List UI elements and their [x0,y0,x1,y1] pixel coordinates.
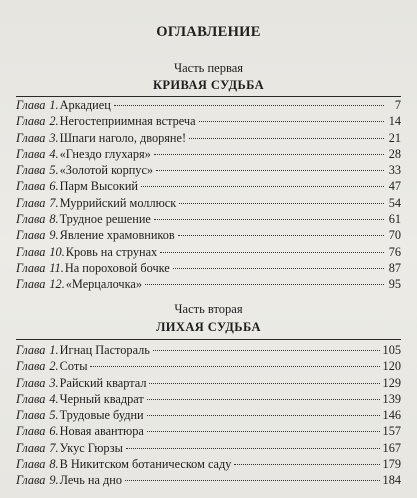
chapter-label: Глава [16,277,46,292]
chapter-title: В Никитском ботаническом саду [59,457,232,472]
chapter-title: Укус Гюрзы [59,440,123,455]
dot-leader [189,138,384,139]
chapter-title: Кровь на струнах [65,244,158,259]
dot-leader [179,203,384,204]
chapter-title: Шпаги наголо, дворяне! [59,130,187,145]
dot-leader [154,219,384,220]
toc-entry [16,97,401,113]
page-number: 54 [388,195,401,210]
page-number: 33 [388,163,401,178]
page-number: 184 [382,473,401,488]
chapter-label: Глава [16,408,46,423]
chapter-title: Трудовые будни [59,408,144,423]
chapter-number: 2. [49,114,59,129]
page-number: 129 [382,375,401,390]
page-number: 105 [382,343,401,357]
chapter-number: 10. [49,244,65,259]
chapter-number: 4. [49,146,59,161]
chapter-number: 4. [49,391,59,406]
page-number: 21 [388,130,401,145]
chapter-number: 3. [49,130,59,145]
chapter-label: Глава [16,457,46,472]
dot-leader [173,268,384,269]
chapter-label: Глава [16,473,46,488]
dot-leader [160,252,384,253]
dot-leader [114,105,384,106]
page-number: 14 [388,114,401,129]
toc-entry [16,113,401,129]
chapter-label: Глава [16,179,46,194]
page-number: 139 [382,391,401,406]
chapter-label: Глава [16,228,46,243]
page-number: 70 [388,228,401,243]
chapter-title: Лечь на дно [59,473,123,488]
chapter-title: Явление храмовников [59,228,175,243]
part-two-title: ЛИХАЯ СУДЬБА [156,320,261,334]
dot-leader [199,121,384,122]
page-number: 179 [382,457,401,472]
dot-leader [126,448,380,449]
page-number: 28 [388,146,401,161]
chapter-title: Муррийский моллюск [59,195,177,210]
part-two-label: Часть вторая [174,302,243,316]
chapter-number: 8. [49,457,59,472]
chapter-title: «Золотой корпус» [59,163,154,178]
dot-leader [145,284,384,285]
chapter-title: Парм Высокий [59,179,139,194]
dot-leader [125,480,380,481]
toc-entry [16,342,401,358]
chapter-number: 9. [49,473,59,488]
toc-entry [16,456,401,472]
toc-entry [16,276,401,292]
chapter-number: 5. [49,408,59,423]
chapter-title: Трудное решение [59,212,151,227]
page-number: 157 [382,424,401,439]
toc-entry [16,211,401,227]
dot-leader [147,415,380,416]
chapter-label: Глава [16,391,46,406]
page-number: 47 [388,179,401,194]
toc-entry [16,146,401,162]
page-number: 95 [388,277,401,292]
chapter-label: Глава [16,424,46,439]
chapter-number: 6. [49,424,59,439]
chapter-title: Аркадиец [59,98,111,112]
toc-entry [16,407,401,423]
dot-leader [141,186,384,187]
dot-leader [156,170,384,171]
part-two-chapter-list [16,342,401,489]
chapter-label: Глава [16,146,46,161]
page-number: 146 [382,408,401,423]
toc-title: ОГЛАВЛЕНИЕ [156,24,261,40]
toc-entry [16,162,401,178]
chapter-label: Глава [16,244,46,259]
toc-entry [16,130,401,146]
toc-entry [16,375,401,391]
chapter-label: Глава [16,440,46,455]
toc-entry [16,472,401,488]
chapter-number: 11. [49,260,64,275]
chapter-number: 1. [49,98,59,112]
toc-entry [16,260,401,276]
chapter-label: Глава [16,212,46,227]
chapter-title: На пороховой бочке [64,260,170,275]
chapter-title: Черный квадрат [59,391,144,406]
page-number: 61 [388,212,401,227]
toc-entry [16,440,401,456]
page-number: 7 [394,98,401,112]
chapter-label: Глава [16,163,46,178]
dot-leader [149,383,379,384]
toc-entry [16,195,401,211]
toc-entry [16,244,401,260]
chapter-number: 6. [49,179,59,194]
chapter-label: Глава [16,195,46,210]
chapter-number: 7. [49,440,59,455]
chapter-number: 12. [49,277,65,292]
dot-leader [147,399,380,400]
chapter-number: 1. [49,343,59,357]
toc-entry [16,423,401,439]
toc-entry [16,391,401,407]
page-number: 87 [388,260,401,275]
part-one-chapter-list [16,97,401,293]
page-number: 167 [382,440,401,455]
chapter-label: Глава [16,260,46,275]
dot-leader [178,235,384,236]
chapter-label: Глава [16,114,46,129]
chapter-title: Райский квартал [59,375,147,390]
chapter-number: 3. [49,375,59,390]
part-one-label: Часть первая [173,61,244,75]
dot-leader [90,366,379,367]
toc-entry [16,227,401,243]
dot-leader [234,464,379,465]
chapter-title: «Гнездо глухаря» [59,146,151,161]
chapter-label: Глава [16,375,46,390]
page-number: 76 [388,244,401,259]
chapter-title: Игнац Пастораль [59,343,150,357]
part-two-rule [16,339,401,340]
chapter-label: Глава [16,98,46,112]
chapter-label: Глава [16,359,46,374]
toc-entry [16,178,401,194]
dot-leader [153,350,380,351]
page-number: 120 [382,359,401,374]
chapter-title: Новая авантюра [59,424,144,439]
chapter-number: 2. [49,359,59,374]
part-one-title: КРИВАЯ СУДЬБА [152,78,265,92]
dot-leader [154,154,384,155]
chapter-title: «Мерцалочка» [65,277,143,292]
chapter-label: Глава [16,130,46,145]
toc-entry [16,358,401,374]
chapter-number: 5. [49,163,59,178]
chapter-number: 8. [49,212,59,227]
chapter-title: Негостеприимная встреча [59,114,196,129]
dot-leader [147,431,380,432]
chapter-title: Соты [59,359,88,374]
chapter-label: Глава [16,343,46,357]
chapter-number: 9. [49,228,59,243]
chapter-number: 7. [49,195,59,210]
